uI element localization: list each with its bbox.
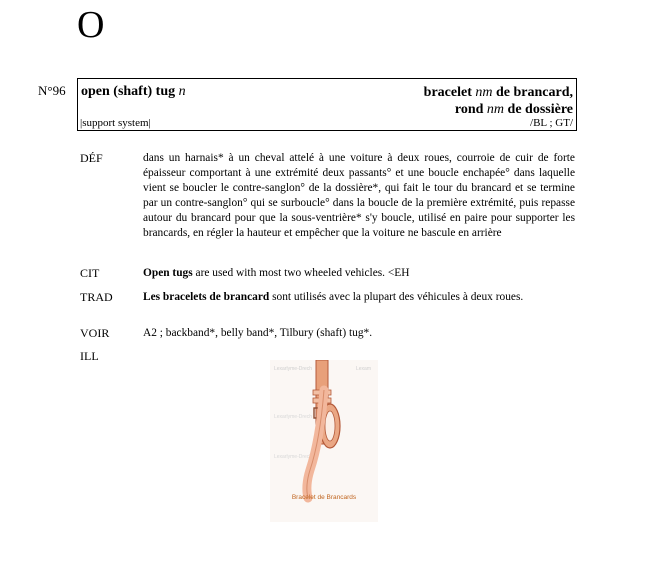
citation-term: Open tugs — [143, 267, 193, 279]
term-french-2-pos: nm — [486, 102, 505, 117]
tug-loop-inner — [325, 411, 335, 441]
citation-row — [80, 266, 575, 281]
translation-term: Les bracelets de brancard — [143, 291, 270, 303]
domain-label: |support system| — [80, 117, 151, 129]
term-french-2-rest: de dossière — [507, 102, 573, 117]
see-also-row — [80, 326, 575, 341]
citation-label: CIT — [80, 266, 100, 280]
citation-text — [143, 266, 575, 281]
definition-text: dans un harnais* à un cheval attelé à une voiture à deux roues, courroie de cuir de forte épaisseur comportant à une extrémité deux passants° et une boucle enchapée° dans laquelle vient se boucler le contre-sanglon° de la dossière*, qui fait le tour du brancard et se termine par un contre-sanglon° qui se surboucle° dans la boucle de la première extrémité, puis repasse autour du brancard pour que la sous-ventrière* s'y boucle, utilisé en paire pour supporter les brancards, en régler la hauteur et empêcher que la voiture ne bascule en arrière — [143, 152, 575, 239]
translation-label: TRAD — [80, 290, 113, 304]
term-french-line-1 — [424, 84, 573, 101]
see-also-text: A2 ; backband*, belly band*, Tilbury (shaft) tug*. — [143, 327, 373, 339]
definition-row — [80, 151, 575, 241]
illustration-caption: Bracelet de Brancards — [291, 494, 357, 501]
term-french-1-rest: de brancard, — [496, 85, 573, 100]
watermark-text-1: Lexarlyme-Drech — [274, 366, 313, 372]
entry-number: N°96 — [38, 83, 66, 98]
watermark-text-2: Lexam — [356, 366, 372, 372]
translation-row — [80, 290, 575, 305]
sources-label: /BL ; GT/ — [530, 117, 573, 129]
term-english — [81, 84, 186, 100]
shaft-tug-illustration — [270, 360, 378, 522]
watermark-text-3: Lexarlyme-Drech — [274, 414, 313, 420]
illustration-label: ILL — [80, 349, 99, 363]
term-french-line-2 — [424, 101, 573, 118]
translation-rest: sont utilisés avec la plupart des véhicules à deux roues. — [269, 291, 524, 303]
term-french — [424, 84, 573, 118]
see-also-label: VOIR — [80, 326, 110, 340]
definition-label: DÉF — [80, 151, 103, 165]
term-english-text: open (shaft) tug — [81, 84, 176, 99]
translation-text — [143, 290, 575, 305]
watermark-text-4: Lexarlyme-Drech — [274, 454, 313, 460]
term-english-pos: n — [178, 84, 186, 99]
term-french-1: bracelet — [423, 85, 472, 100]
term-french-2: rond — [454, 102, 484, 117]
citation-rest: are used with most two wheeled vehicles. <EH — [192, 267, 410, 279]
section-letter: O — [77, 4, 105, 46]
term-french-1-pos: nm — [475, 85, 493, 100]
entry-header-box — [77, 78, 577, 131]
